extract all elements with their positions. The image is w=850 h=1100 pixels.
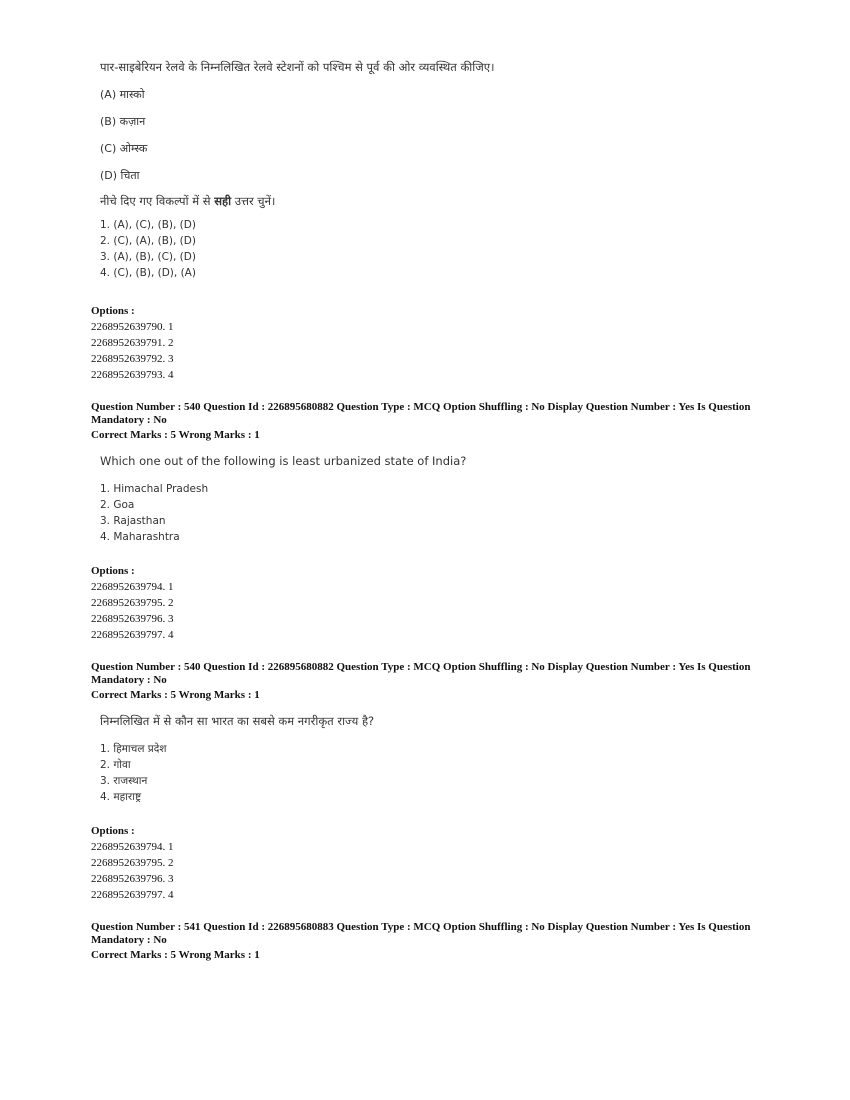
- option-id: 2268952639794. 1: [91, 581, 174, 593]
- statement-c: (C) ओम्स्क: [100, 142, 148, 155]
- choice-item: 4. महाराष्ट्र: [100, 791, 142, 803]
- option-id: 2268952639795. 2: [91, 857, 174, 869]
- option-id: 2268952639796. 3: [91, 873, 174, 885]
- meta-line: Question Number : 540 Question Id : 226895680882 Question Type : MCQ Option Shuffling : No Display Question Number : Yes Is Question: [91, 661, 751, 673]
- meta-marks: Correct Marks : 5 Wrong Marks : 1: [91, 949, 260, 961]
- meta-line: Question Number : 541 Question Id : 226895680883 Question Type : MCQ Option Shuffling : No Display Question Number : Yes Is Question: [91, 921, 751, 933]
- meta-line: Mandatory : No: [91, 674, 167, 686]
- statement-a: (A) मास्को: [100, 88, 145, 101]
- option-id: 2268952639792. 3: [91, 353, 174, 365]
- instruction: [100, 193, 780, 209]
- choice-item: 3. (A), (B), (C), (D): [100, 251, 196, 263]
- choice-item: 4. (C), (B), (D), (A): [100, 267, 196, 279]
- choice-item: 1. Himachal Pradesh: [100, 483, 209, 495]
- meta-line: Mandatory : No: [91, 414, 167, 426]
- options-label: Options :: [91, 305, 135, 317]
- option-id: 2268952639793. 4: [91, 369, 174, 381]
- options-label: Options :: [91, 565, 135, 577]
- choice-item: 4. Maharashtra: [100, 531, 180, 543]
- choice-item: 1. (A), (C), (B), (D): [100, 219, 196, 231]
- question-meta-541: [91, 921, 771, 962]
- question-meta-540b: [91, 661, 771, 702]
- options-block-3: [91, 823, 174, 903]
- option-id: 2268952639794. 1: [91, 841, 174, 853]
- statement-d: (D) चिता: [100, 169, 140, 182]
- option-id: 2268952639791. 2: [91, 337, 174, 349]
- question-hindi-1: [100, 59, 780, 281]
- choice-list: [100, 481, 780, 545]
- option-id: 2268952639797. 4: [91, 629, 174, 641]
- instruction-pre: नीचे दिए गए विकल्पों में से: [100, 194, 215, 208]
- option-id: 2268952639797. 4: [91, 889, 174, 901]
- options-block-2: [91, 563, 174, 643]
- choice-list: [100, 217, 780, 281]
- meta-marks: Correct Marks : 5 Wrong Marks : 1: [91, 689, 260, 701]
- instruction-bold: सही: [214, 194, 232, 208]
- question-stem: निम्नलिखित में से कौन सा भारत का सबसे कम नगरीकृत राज्य है?: [100, 714, 375, 728]
- choice-item: 3. Rajasthan: [100, 515, 166, 527]
- option-id: 2268952639796. 3: [91, 613, 174, 625]
- option-id: 2268952639790. 1: [91, 321, 174, 333]
- choice-item: 3. राजस्थान: [100, 775, 148, 787]
- choice-item: 2. (C), (A), (B), (D): [100, 235, 196, 247]
- meta-marks: Correct Marks : 5 Wrong Marks : 1: [91, 429, 260, 441]
- question-stem: पार-साइबेरियन रेलवे के निम्नलिखित रेलवे स्टेशनों को पश्चिम से पूर्व की ओर व्यवस्थित कीजिए।: [100, 60, 495, 74]
- statement-b: (B) कज़ान: [100, 115, 146, 128]
- meta-line: Mandatory : No: [91, 934, 167, 946]
- choice-item: 2. Goa: [100, 499, 135, 511]
- choice-list: [100, 741, 780, 805]
- options-block-1: [91, 303, 174, 383]
- choice-item: 2. गोवा: [100, 759, 131, 771]
- options-label: Options :: [91, 825, 135, 837]
- instruction-post: उत्तर चुनें।: [231, 194, 276, 208]
- question-stem: Which one out of the following is least urbanized state of India?: [100, 454, 467, 468]
- option-id: 2268952639795. 2: [91, 597, 174, 609]
- choice-item: 1. हिमाचल प्रदेश: [100, 743, 167, 755]
- meta-line: Question Number : 540 Question Id : 226895680882 Question Type : MCQ Option Shuffling : No Display Question Number : Yes Is Question: [91, 401, 751, 413]
- question-english: [100, 453, 780, 545]
- question-meta-540a: [91, 401, 771, 442]
- question-hindi-2: [100, 713, 780, 805]
